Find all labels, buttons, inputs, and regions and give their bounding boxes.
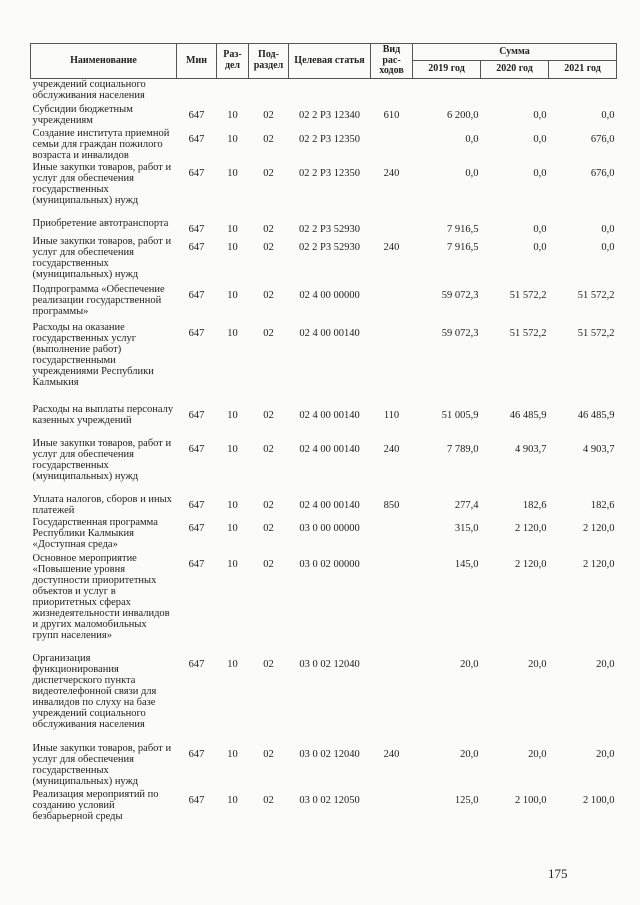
- row-min: [177, 128, 217, 162]
- row-subsection-value: 02: [263, 444, 274, 455]
- row-sum-2020: [481, 78, 549, 104]
- row-subsection-value: 02: [263, 795, 274, 806]
- row-sum-2021: [549, 78, 617, 104]
- row-section: [217, 553, 249, 653]
- row-target: [289, 404, 371, 438]
- row-subsection: [249, 653, 289, 743]
- row-name: учреждений социального обслуживания населения: [32, 78, 146, 101]
- row-sum-2019: [413, 404, 481, 438]
- header-name: Наименование: [31, 44, 177, 79]
- row-subsection-value: 02: [263, 659, 274, 670]
- row-name: Реализация мероприятий по созданию условий безбарьерной среды: [32, 789, 159, 822]
- row-expense-type: [371, 404, 413, 438]
- row-section-value: 10: [227, 134, 238, 145]
- row-subsection: [249, 218, 289, 236]
- row-target: [289, 322, 371, 404]
- row-section: [217, 494, 249, 517]
- row-target-value: 02 4 00 00140: [299, 444, 360, 455]
- row-sum-2021: [549, 743, 617, 789]
- row-sum-2019-value: 59 072,3: [441, 328, 479, 339]
- header-year-2021: 2021 год: [549, 61, 617, 78]
- row-sum-2020-value: 0,0: [533, 110, 547, 121]
- row-sum-2020: [481, 653, 549, 743]
- row-min: [177, 78, 217, 104]
- table-row: [31, 404, 617, 438]
- row-sum-2020: [481, 284, 549, 322]
- row-sum-2019-value: 277,4: [454, 500, 479, 511]
- row-sum-2019-value: 6 200,0: [447, 110, 479, 121]
- header-subsection: Под-раздел: [249, 44, 289, 79]
- row-name: Иные закупки товаров, работ и услуг для обеспечения государственных (муниципальных) нужд: [32, 743, 172, 787]
- table-row: [31, 438, 617, 494]
- row-target-value: 02 2 Р3 12350: [299, 168, 360, 179]
- row-sum-2019-value: 20,0: [460, 749, 479, 760]
- table-row: [31, 218, 617, 236]
- row-section-value: 10: [227, 224, 238, 235]
- row-name: Приобретение автотранспорта: [32, 218, 169, 229]
- row-sum-2019-value: 51 005,9: [441, 410, 479, 421]
- row-target-value: 03 0 02 12040: [299, 659, 360, 670]
- row-min-value: 647: [188, 242, 205, 253]
- row-target: [289, 218, 371, 236]
- table-row: [31, 553, 617, 653]
- row-section: [217, 322, 249, 404]
- row-sum-2021: [549, 104, 617, 128]
- row-section: [217, 236, 249, 284]
- row-sum-2019-value: 125,0: [454, 795, 479, 806]
- row-sum-2021: [549, 236, 617, 284]
- row-name: Расходы на оказание государственных услуг (выполнение работ) государственными учреждениями Республики Калмыкия: [32, 322, 154, 388]
- row-target: [289, 743, 371, 789]
- row-subsection: [249, 553, 289, 653]
- row-min-value: 647: [188, 444, 205, 455]
- row-min-value: 647: [188, 224, 205, 235]
- row-section: [217, 404, 249, 438]
- row-sum-2020: [481, 553, 549, 653]
- row-section-value: 10: [227, 659, 238, 670]
- row-section-value: 10: [227, 328, 238, 339]
- table-row: [31, 162, 617, 218]
- row-section: [217, 78, 249, 104]
- row-sum-2019: [413, 236, 481, 284]
- row-expense-type-value: 240: [383, 749, 400, 760]
- row-expense-type: [371, 284, 413, 322]
- row-expense-type: [371, 553, 413, 653]
- row-sum-2020-value: 51 572,2: [509, 290, 547, 301]
- row-subsection-value: 02: [263, 168, 274, 179]
- row-sum-2021-value: 182,6: [590, 500, 615, 511]
- row-subsection: [249, 789, 289, 829]
- row-sum-2019-value: 315,0: [454, 523, 479, 534]
- table-row: [31, 653, 617, 743]
- row-subsection-value: 02: [263, 410, 274, 421]
- row-expense-type: [371, 789, 413, 829]
- table-row: [31, 322, 617, 404]
- row-subsection: [249, 104, 289, 128]
- table-row: [31, 284, 617, 322]
- row-sum-2020-value: 182,6: [522, 500, 547, 511]
- row-min: [177, 653, 217, 743]
- row-sum-2021: [549, 553, 617, 653]
- header-sum: Сумма: [413, 44, 617, 61]
- row-section: [217, 743, 249, 789]
- row-min-value: 647: [188, 523, 205, 534]
- row-min: [177, 236, 217, 284]
- row-sum-2021-value: 0,0: [601, 242, 615, 253]
- row-sum-2021: [549, 162, 617, 218]
- row-target: [289, 438, 371, 494]
- row-sum-2020: [481, 104, 549, 128]
- row-expense-type: [371, 128, 413, 162]
- row-sum-2019: [413, 438, 481, 494]
- row-sum-2019: [413, 553, 481, 653]
- row-min: [177, 494, 217, 517]
- row-sum-2019: [413, 284, 481, 322]
- row-subsection-value: 02: [263, 328, 274, 339]
- row-min: [177, 438, 217, 494]
- row-sum-2020-value: 51 572,2: [509, 328, 547, 339]
- row-name: Уплата налогов, сборов и иных платежей: [32, 494, 172, 516]
- row-sum-2021: [549, 128, 617, 162]
- row-min-value: 647: [188, 110, 205, 121]
- budget-table: [30, 43, 617, 829]
- row-sum-2020-value: 20,0: [528, 749, 547, 760]
- row-section-value: 10: [227, 168, 238, 179]
- row-subsection: [249, 128, 289, 162]
- row-sum-2021: [549, 218, 617, 236]
- row-expense-type: [371, 517, 413, 553]
- row-sum-2019: [413, 162, 481, 218]
- row-subsection: [249, 517, 289, 553]
- row-sum-2019-value: 7 916,5: [447, 242, 479, 253]
- row-expense-type-value: 850: [383, 500, 400, 511]
- row-sum-2021-value: 51 572,2: [577, 328, 615, 339]
- row-sum-2019: [413, 128, 481, 162]
- row-subsection: [249, 743, 289, 789]
- row-subsection: [249, 78, 289, 104]
- row-section: [217, 104, 249, 128]
- row-min: [177, 789, 217, 829]
- row-sum-2021-value: 20,0: [596, 659, 615, 670]
- row-sum-2019: [413, 653, 481, 743]
- table-row: [31, 789, 617, 829]
- row-expense-type: [371, 743, 413, 789]
- row-subsection-value: 02: [263, 242, 274, 253]
- row-sum-2021-value: 0,0: [601, 224, 615, 235]
- row-target-value: 02 4 00 00000: [299, 290, 360, 301]
- row-min-value: 647: [188, 559, 205, 570]
- row-subsection-value: 02: [263, 523, 274, 534]
- row-sum-2020-value: 0,0: [533, 242, 547, 253]
- row-sum-2020: [481, 128, 549, 162]
- row-sum-2020: [481, 789, 549, 829]
- row-min-value: 647: [188, 659, 205, 670]
- row-min: [177, 104, 217, 128]
- row-target-value: 02 2 Р3 12350: [299, 134, 360, 145]
- header-min: Мин: [177, 44, 217, 79]
- row-target: [289, 789, 371, 829]
- row-section: [217, 218, 249, 236]
- row-expense-type: [371, 494, 413, 517]
- row-section: [217, 128, 249, 162]
- row-target: [289, 104, 371, 128]
- row-sum-2019-value: 7 916,5: [447, 224, 479, 235]
- row-min: [177, 322, 217, 404]
- row-target-value: 02 4 00 00140: [299, 500, 360, 511]
- row-sum-2021-value: 4 903,7: [583, 444, 615, 455]
- row-subsection-value: 02: [263, 110, 274, 121]
- row-sum-2019: [413, 494, 481, 517]
- row-sum-2020-value: 0,0: [533, 134, 547, 145]
- row-sum-2021: [549, 404, 617, 438]
- row-section-value: 10: [227, 110, 238, 121]
- row-sum-2020: [481, 322, 549, 404]
- row-sum-2020: [481, 743, 549, 789]
- row-subsection: [249, 322, 289, 404]
- row-name: Создание института приемной семьи для граждан пожилого возраста и инвалидов: [32, 128, 170, 161]
- row-sum-2020: [481, 517, 549, 553]
- row-target-value: 02 2 Р3 52930: [299, 242, 360, 253]
- row-sum-2019: [413, 78, 481, 104]
- header-target: Целевая статья: [289, 44, 371, 79]
- row-sum-2021-value: 20,0: [596, 749, 615, 760]
- row-min-value: 647: [188, 290, 205, 301]
- row-sum-2019: [413, 218, 481, 236]
- row-sum-2021-value: 46 485,9: [577, 410, 615, 421]
- row-sum-2021: [549, 517, 617, 553]
- table-row: [31, 104, 617, 128]
- row-min-value: 647: [188, 795, 205, 806]
- row-target-value: 03 0 02 12040: [299, 749, 360, 760]
- row-name: Государственная программа Республики Калмыкия «Доступная среда»: [32, 517, 158, 550]
- row-min-value: 647: [188, 749, 205, 760]
- row-target-value: 03 0 02 00000: [299, 559, 360, 570]
- row-sum-2020-value: 46 485,9: [509, 410, 547, 421]
- row-min-value: 647: [188, 328, 205, 339]
- row-expense-type-value: 610: [383, 110, 400, 121]
- row-section: [217, 653, 249, 743]
- row-subsection: [249, 404, 289, 438]
- row-expense-type-value: 240: [383, 444, 400, 455]
- row-sum-2021: [549, 653, 617, 743]
- row-section-value: 10: [227, 242, 238, 253]
- header-section: Раз-дел: [217, 44, 249, 79]
- row-target: [289, 284, 371, 322]
- row-expense-type: [371, 236, 413, 284]
- row-sum-2020: [481, 404, 549, 438]
- row-sum-2020: [481, 162, 549, 218]
- row-subsection-value: 02: [263, 224, 274, 235]
- header-year-2020: 2020 год: [481, 61, 549, 78]
- row-expense-type-value: 240: [383, 168, 400, 179]
- table-header: [31, 44, 617, 79]
- row-sum-2021-value: 676,0: [590, 134, 615, 145]
- row-target-value: 03 0 02 12050: [299, 795, 360, 806]
- row-sum-2019: [413, 104, 481, 128]
- row-min-value: 647: [188, 410, 205, 421]
- row-expense-type: [371, 78, 413, 104]
- row-section: [217, 162, 249, 218]
- row-name: Подпрограмма «Обеспечение реализации государственной программы»: [32, 284, 165, 317]
- row-subsection-value: 02: [263, 749, 274, 760]
- row-target: [289, 517, 371, 553]
- row-name: Организация функционирования диспетчерского пункта видеотелефонной связи для инвалидов по слуху на базе учреждений социального обслуживания населения: [32, 653, 157, 730]
- row-sum-2020-value: 2 120,0: [515, 523, 547, 534]
- row-section-value: 10: [227, 523, 238, 534]
- row-name: Субсидии бюджетным учреждениям: [32, 104, 133, 126]
- row-sum-2021: [549, 438, 617, 494]
- row-section: [217, 517, 249, 553]
- row-subsection: [249, 284, 289, 322]
- row-expense-type: [371, 322, 413, 404]
- row-sum-2019-value: 0,0: [465, 168, 479, 179]
- row-min: [177, 404, 217, 438]
- row-sum-2021-value: 51 572,2: [577, 290, 615, 301]
- row-name: Основное мероприятие «Повышение уровня доступности приоритетных объектов и услуг в приоритетных сферах жизнедеятельности инвалидов и других маломобильных групп населения»: [32, 553, 170, 641]
- row-expense-type-value: 240: [383, 242, 400, 253]
- row-sum-2019-value: 145,0: [454, 559, 479, 570]
- row-sum-2021: [549, 284, 617, 322]
- row-sum-2019: [413, 789, 481, 829]
- row-target-value: 03 0 00 00000: [299, 523, 360, 534]
- row-sum-2020: [481, 218, 549, 236]
- row-target-value: 02 4 00 00140: [299, 410, 360, 421]
- row-subsection: [249, 236, 289, 284]
- row-section: [217, 438, 249, 494]
- table-row: [31, 494, 617, 517]
- row-target: [289, 128, 371, 162]
- row-section: [217, 284, 249, 322]
- row-min: [177, 162, 217, 218]
- row-name: Иные закупки товаров, работ и услуг для обеспечения государственных (муниципальных) нужд: [32, 162, 172, 206]
- row-subsection: [249, 494, 289, 517]
- table-row: [31, 78, 617, 104]
- row-sum-2021: [549, 494, 617, 517]
- row-subsection-value: 02: [263, 559, 274, 570]
- table-row: [31, 517, 617, 553]
- row-target-value: 02 2 Р3 52930: [299, 224, 360, 235]
- row-expense-type: [371, 438, 413, 494]
- row-section: [217, 789, 249, 829]
- row-sum-2019: [413, 322, 481, 404]
- row-sum-2020: [481, 236, 549, 284]
- row-expense-type-value: 110: [383, 410, 400, 421]
- row-min: [177, 743, 217, 789]
- row-section-value: 10: [227, 749, 238, 760]
- row-section-value: 10: [227, 500, 238, 511]
- row-sum-2020-value: 20,0: [528, 659, 547, 670]
- row-target: [289, 553, 371, 653]
- row-subsection: [249, 438, 289, 494]
- row-subsection-value: 02: [263, 500, 274, 511]
- row-sum-2020: [481, 438, 549, 494]
- row-expense-type: [371, 218, 413, 236]
- row-target: [289, 236, 371, 284]
- row-min-value: 647: [188, 500, 205, 511]
- row-section-value: 10: [227, 444, 238, 455]
- row-target-value: 02 2 Р3 12340: [299, 110, 360, 121]
- row-sum-2019: [413, 743, 481, 789]
- row-sum-2019-value: 59 072,3: [441, 290, 479, 301]
- row-min: [177, 553, 217, 653]
- row-sum-2020-value: 4 903,7: [515, 444, 547, 455]
- table-row: [31, 743, 617, 789]
- row-target: [289, 494, 371, 517]
- row-expense-type: [371, 653, 413, 743]
- row-sum-2019: [413, 517, 481, 553]
- row-sum-2019-value: 7 789,0: [447, 444, 479, 455]
- row-sum-2020: [481, 494, 549, 517]
- table-row: [31, 128, 617, 162]
- table-row: [31, 236, 617, 284]
- row-min: [177, 517, 217, 553]
- row-target-value: 02 4 00 00140: [299, 328, 360, 339]
- row-sum-2020-value: 0,0: [533, 224, 547, 235]
- header-year-2019: 2019 год: [413, 61, 481, 78]
- row-subsection-value: 02: [263, 290, 274, 301]
- row-target: [289, 162, 371, 218]
- row-sum-2021-value: 0,0: [601, 110, 615, 121]
- row-min-value: 647: [188, 134, 205, 145]
- row-expense-type: [371, 104, 413, 128]
- row-sum-2021: [549, 322, 617, 404]
- row-section-value: 10: [227, 559, 238, 570]
- row-target: [289, 653, 371, 743]
- row-name: Иные закупки товаров, работ и услуг для обеспечения государственных (муниципальных) нужд: [32, 236, 172, 280]
- header-expense-type: Вид рас-ходов: [371, 44, 413, 79]
- row-section-value: 10: [227, 290, 238, 301]
- row-sum-2019-value: 0,0: [465, 134, 479, 145]
- row-section-value: 10: [227, 410, 238, 421]
- row-sum-2021: [549, 789, 617, 829]
- row-min: [177, 218, 217, 236]
- row-subsection-value: 02: [263, 134, 274, 145]
- row-sum-2020-value: 0,0: [533, 168, 547, 179]
- row-sum-2021-value: 2 120,0: [583, 523, 615, 534]
- row-sum-2019-value: 20,0: [460, 659, 479, 670]
- row-subsection: [249, 162, 289, 218]
- page-number: 175: [548, 866, 568, 881]
- table-body: [31, 78, 617, 829]
- row-target: [289, 78, 371, 104]
- row-name: Иные закупки товаров, работ и услуг для обеспечения государственных (муниципальных) нужд: [32, 438, 172, 482]
- row-min: [177, 284, 217, 322]
- row-expense-type: [371, 162, 413, 218]
- row-sum-2021-value: 676,0: [590, 168, 615, 179]
- row-section-value: 10: [227, 795, 238, 806]
- row-sum-2020-value: 2 120,0: [515, 559, 547, 570]
- row-sum-2021-value: 2 100,0: [583, 795, 615, 806]
- row-min-value: 647: [188, 168, 205, 179]
- row-name: Расходы на выплаты персоналу казенных учреждений: [32, 404, 174, 426]
- row-sum-2021-value: 2 120,0: [583, 559, 615, 570]
- row-sum-2020-value: 2 100,0: [515, 795, 547, 806]
